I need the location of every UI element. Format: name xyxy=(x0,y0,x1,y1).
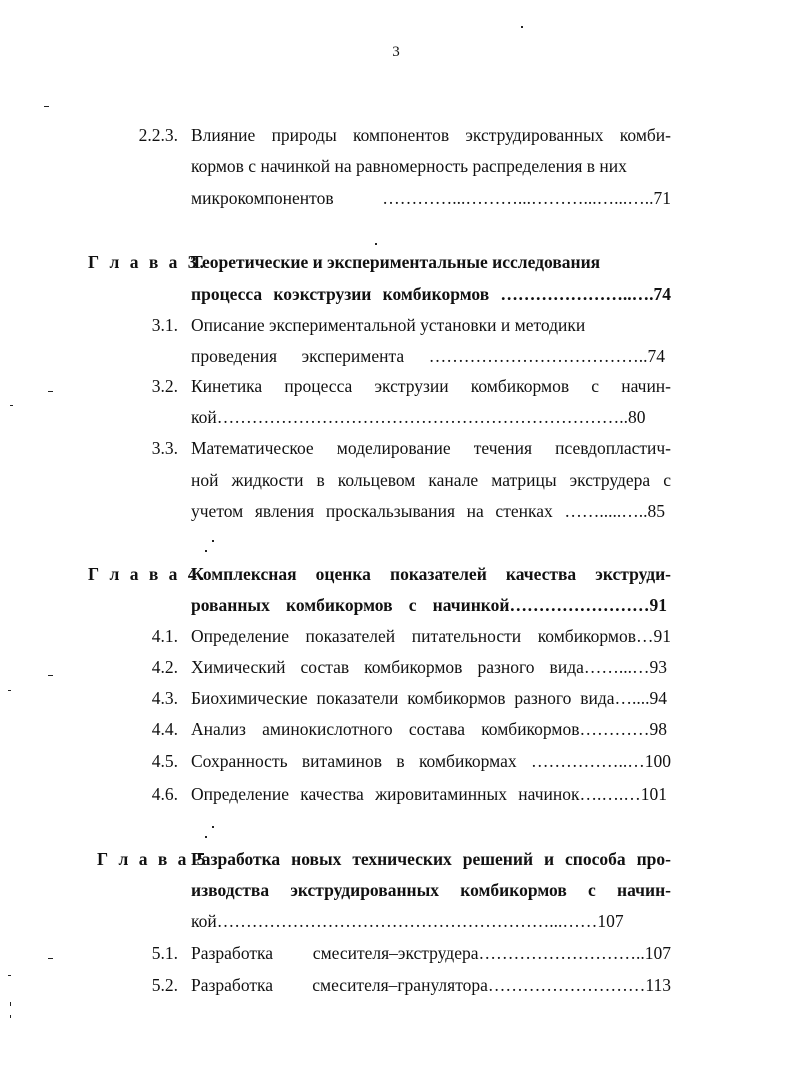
scan-speck xyxy=(205,836,207,838)
toc-line: Разработка смесителя–экструдера………………………..107 xyxy=(191,943,671,963)
toc-line: Анализ аминокислотного состава комбикормов…………98 xyxy=(191,719,667,739)
chapter-label: Г л а в а 3. xyxy=(88,252,207,272)
toc-line: кой…………………………………………………...……107 xyxy=(191,911,624,931)
toc-line: проведения эксперимента ………………………………..74 xyxy=(191,346,665,366)
toc-number: 4.3. xyxy=(151,688,178,708)
toc-number: 4.1. xyxy=(151,626,178,646)
chapter-title-line: изводства экструдированных комбикормов с начин- xyxy=(191,880,671,900)
scan-speck xyxy=(10,405,13,406)
toc-number: 5.1. xyxy=(151,943,178,963)
toc-number: 3.2. xyxy=(151,376,178,396)
toc-line: Биохимические показатели комбикормов разного вида…....94 xyxy=(191,688,667,708)
chapter-title-line: Разработка новых технических решений и способа про- xyxy=(191,849,671,869)
scan-speck xyxy=(521,26,523,28)
chapter-title-line: процесса коэкструзии комбикормов …………………..….74 xyxy=(191,284,671,304)
toc-line: Определение показателей питательности комбикормов…91 xyxy=(191,626,671,646)
toc-line: Описание экспериментальной установки и методики xyxy=(191,315,586,335)
chapter-label: Г л а в а 4. xyxy=(88,564,207,584)
toc-number: 3.3. xyxy=(151,438,178,458)
toc-number: 4.6. xyxy=(151,784,178,804)
toc-line: Химический состав комбикормов разного вида……...…93 xyxy=(191,657,667,677)
toc-line: Влияние природы компонентов экструдированных комби- xyxy=(191,125,671,145)
toc-line: Разработка смесителя–гранулятора………………………113 xyxy=(191,975,671,995)
toc-number: 4.5. xyxy=(151,751,178,771)
toc-number: 4.2. xyxy=(151,657,178,677)
scan-speck xyxy=(8,975,11,976)
scan-speck xyxy=(375,243,377,245)
scan-speck xyxy=(48,958,53,959)
scan-speck xyxy=(8,690,11,691)
chapter-title-line: рованных комбикормов с начинкой……………………91 xyxy=(191,595,667,615)
scan-speck xyxy=(10,1002,11,1006)
toc-number: 5.2. xyxy=(151,975,178,995)
toc-line: Математическое моделирование течения псевдопластич- xyxy=(191,438,671,458)
toc-line: учетом явления проскальзывания на стенках …….....…..85 xyxy=(191,501,665,521)
chapter-title-line: Теоретические и экспериментальные исследования xyxy=(191,252,601,272)
scan-speck xyxy=(44,106,49,107)
toc-line: Сохранность витаминов в комбикормах ……………..…100 xyxy=(191,751,671,771)
toc-number: 3.1. xyxy=(151,315,178,335)
scan-speck xyxy=(212,540,214,542)
chapter-label: Г л а в а 5 xyxy=(97,849,209,869)
toc-number: 4.4. xyxy=(151,719,178,739)
scan-speck xyxy=(48,675,53,676)
toc-number: 2.2.3. xyxy=(138,125,178,145)
scan-speck xyxy=(10,1015,11,1018)
page-number: 3 xyxy=(392,44,400,60)
chapter-title-line: Комплексная оценка показателей качества экструди- xyxy=(191,564,671,584)
scan-speck xyxy=(212,826,214,828)
toc-line: кормов с начинкой на равномерность распределения в них xyxy=(191,156,627,176)
toc-line: Кинетика процесса экструзии комбикормов с начин- xyxy=(191,376,671,396)
scan-speck xyxy=(205,550,207,552)
toc-line: Определение качества жировитаминных начинок….….…101 xyxy=(191,784,667,804)
toc-line: микрокомпонентов …………...………...………...…...…..71 xyxy=(191,188,671,208)
toc-line: ной жидкости в кольцевом канале матрицы экструдера с xyxy=(191,470,671,490)
scan-speck xyxy=(48,391,53,392)
toc-line: кой……………………………………………………………..80 xyxy=(191,407,646,427)
